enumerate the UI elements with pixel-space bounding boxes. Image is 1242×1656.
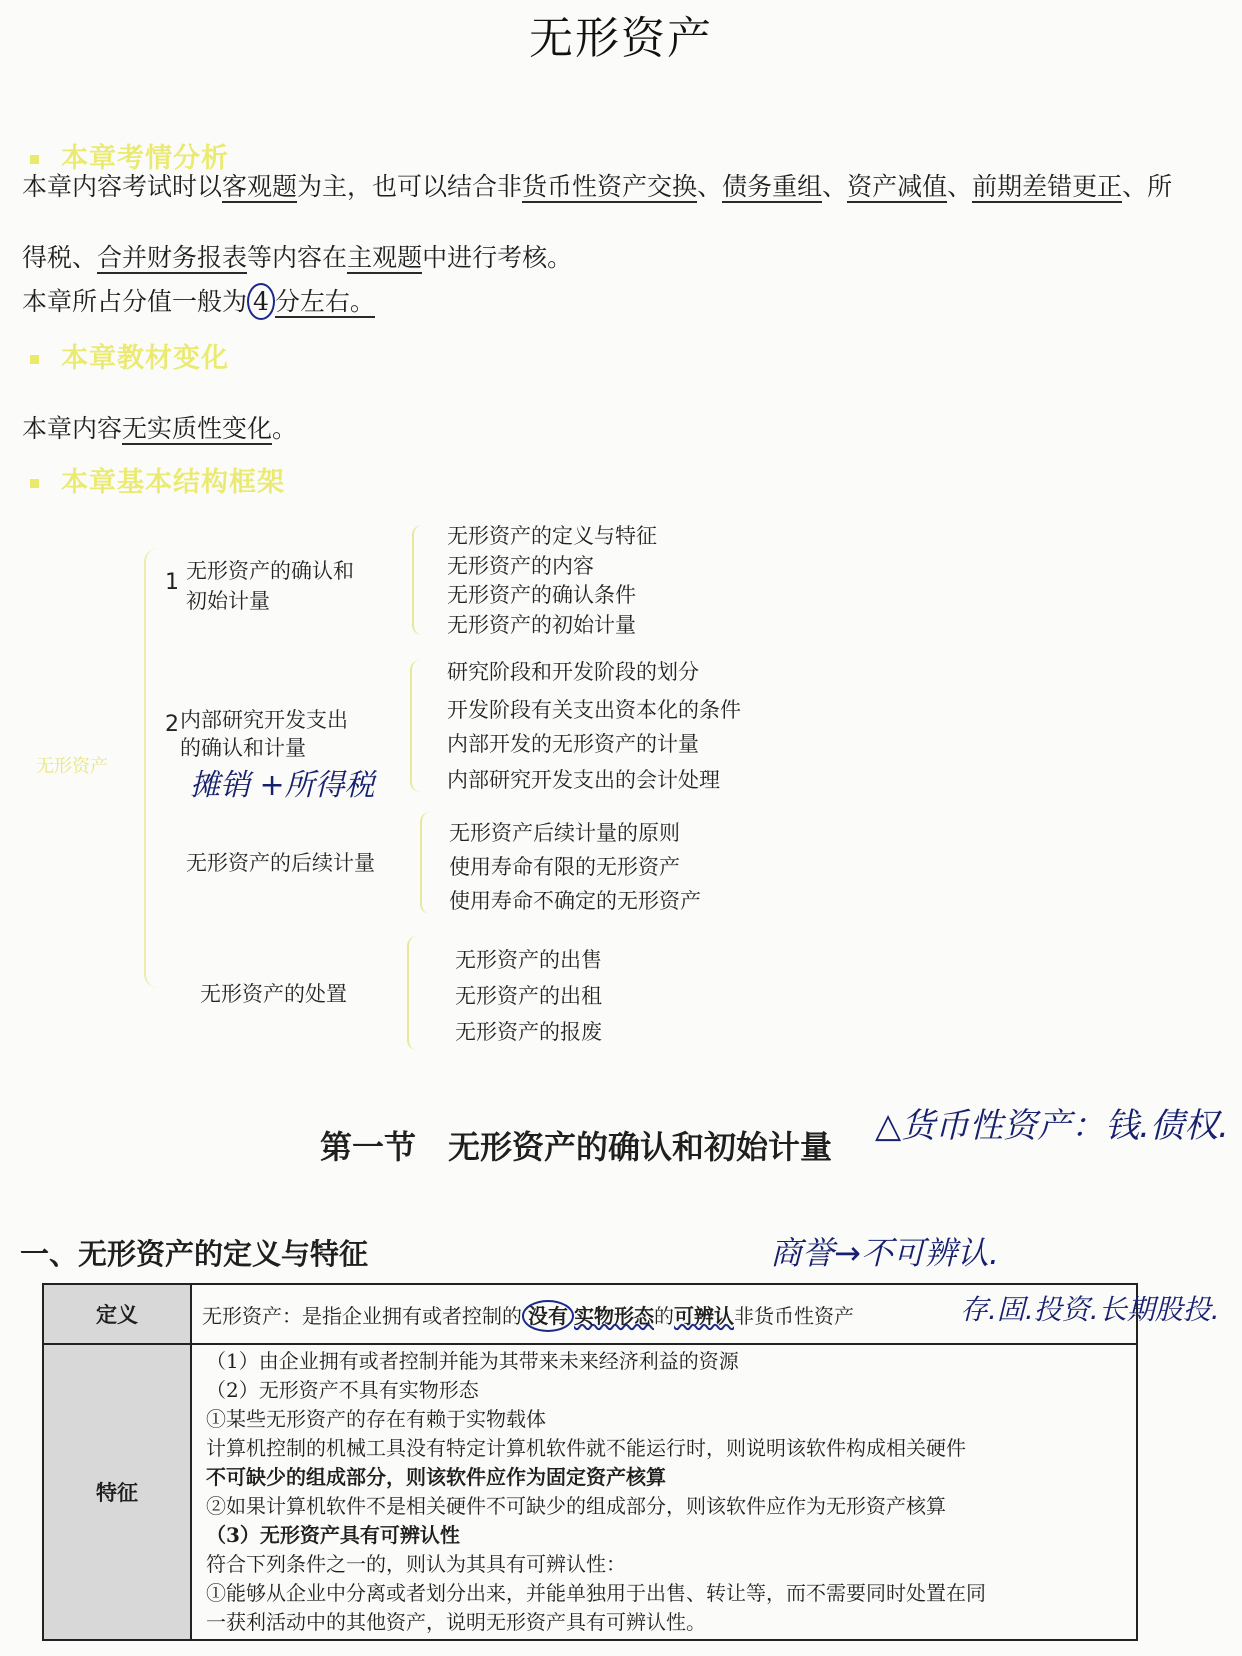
section-heading-exam-analysis [30,136,229,175]
tree-item: 开发阶段有关支出资本化的条件 [447,698,741,722]
feature-line: ②如果计算机软件不是相关硬件不可缺少的组成部分，则该软件应作为无形资产核算 [206,1494,946,1518]
section-heading-textbook-changes: 本章教材变化 [30,336,229,375]
section-heading-structure: 本章基本结构框架 [30,460,285,499]
tree-item: 无形资产的报废 [455,1020,602,1044]
tree-item: 无形资产的定义与特征 [447,524,657,548]
handwritten-goodwill-note: 商誉→不可辨认. [770,1234,999,1272]
tree-item: 无形资产的出租 [455,984,602,1008]
tree-group-2: 内部研究开发支出 的确认和计量 [180,708,348,760]
feature-line: ①某些无形资产的存在有赖于实物载体 [206,1407,546,1431]
bullet-icon [30,355,39,364]
handwritten-monetary-note: △货币性资产：钱.债权. [875,1106,1229,1146]
tree-item: 无形资产的出售 [455,948,602,972]
tree-main-brace [144,548,160,988]
tree-item: 内部开发的无形资产的计量 [447,732,699,756]
subsection-heading: 一、无形资产的定义与特征 [20,1237,369,1271]
tree-brace [410,660,422,792]
tree-item: 使用寿命有限的无形资产 [449,855,680,879]
page-title: 无形资产 [529,13,713,64]
tree-group-3-items [449,816,701,918]
tree-item: 内部研究开发支出的会计处理 [447,768,720,792]
tree-group-4: 无形资产的处置 [200,982,347,1006]
tree-item: 无形资产的内容 [447,553,594,578]
section-title: 第一节 无形资产的确认和初始计量 [320,1128,833,1166]
feature-line: （3）无形资产具有可辨认性 [206,1523,460,1547]
exam-paragraph: 本章内容考试时以客观题为主，也可以结合非货币性资产交换、债务重组、资产减值、前期差错更正、所 [22,172,1173,201]
score-circle: 4 [247,283,275,320]
definition-label: 定义 [43,1284,191,1344]
bullet-icon [30,479,39,488]
tree-item: 无形资产的初始计量 [447,612,636,637]
tree-brace [407,936,419,1050]
feature-line: 一获利活动中的其他资产，说明无形资产具有可辨认性。 [206,1610,706,1634]
tree-group-4-items [455,942,602,1050]
tree-group-1-items [447,522,657,640]
tree-group-1: 无形资产的确认和 初始计量 [186,559,354,613]
tree-item: 研究阶段和开发阶段的划分 [447,660,699,684]
tree-group-3: 无形资产的后续计量 [186,851,375,875]
score-paragraph: 本章所占分值一般为 4 分左右。 [22,287,1222,317]
handwritten-amortization-note: 摊销 +所得税 [190,768,375,803]
underlined-objective: 客观题 [222,172,298,201]
tree-brace [412,525,424,635]
feature-line: （1）由企业拥有或者控制并能为其带来未来经济利益的资源 [206,1349,739,1373]
feature-cell [191,1344,1137,1640]
feature-line: 符合下列条件之一的，则认为其具有可辨认性： [206,1552,626,1576]
tree-item: 无形资产的确认条件 [447,583,636,607]
tree-root: 无形资产 [36,756,108,777]
tree-brace [420,812,432,914]
group-number: 2 [165,712,179,737]
tree-group-2-items [447,656,741,794]
definition-cell: 无形资产：是指企业拥有或者控制的 没有 实物形态的可辨认非货币性资产 [191,1284,1137,1344]
group-number: 1 [165,570,179,595]
definition-table [42,1283,1138,1641]
feature-label: 特征 [43,1344,191,1640]
handwritten-asset-types-note: 存.固.投资.长期股投. [960,1293,1220,1326]
feature-line: 不可缺少的组成部分，则该软件应作为固定资产核算 [206,1465,666,1489]
feature-line: （2）无形资产不具有实物形态 [206,1378,479,1402]
change-paragraph: 本章内容无实质性变化。 [22,414,298,443]
feature-line: ①能够从企业中分离或者划分出来，并能单独用于出售、转让等，而不需要同时处置在同 [206,1581,986,1605]
exam-paragraph-line2: 得税、合并财务报表等内容在主观题中进行考核。 [22,243,573,272]
feature-line: 计算机控制的机械工具没有特定计算机软件就不能运行时，则说明该软件构成相关硬件 [206,1436,966,1460]
bullet-icon [30,155,39,164]
tree-item: 使用寿命不确定的无形资产 [449,889,701,913]
section-heading-text: 本章考情分析 [61,143,229,174]
table-row [43,1344,1137,1640]
tree-item: 无形资产后续计量的原则 [449,821,680,845]
